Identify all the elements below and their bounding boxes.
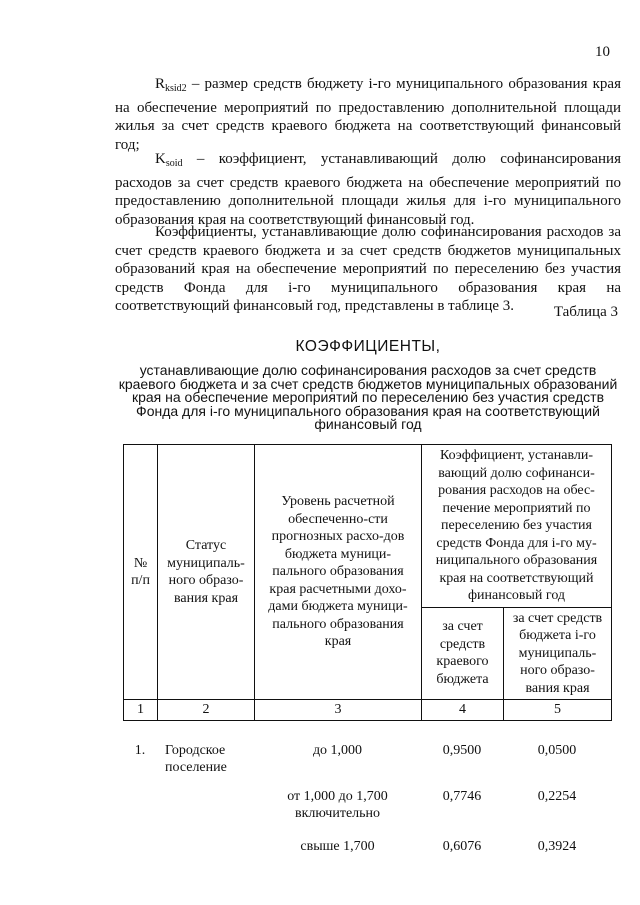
column-number: 2 [158, 700, 255, 721]
header-coefficient: Коэффициент, устанавли-вающий долю софинанси-рования расходов на обес-печение мероприятий по переселению без участия средств Фонда для i-го му-ниципального образования края на соответствующий финансовый год [422, 445, 612, 608]
table-row [123, 740, 611, 776]
symbol-ksoid: $K_{soid}$ [155, 151, 183, 169]
symbol-rksid2: $R_{ksid2}$ [155, 76, 187, 94]
column-numbers-row [124, 700, 612, 721]
row-num [123, 776, 157, 822]
table-title: КОЭФФИЦИЕНТЫ, [295, 338, 441, 355]
coefficients-table-body [123, 740, 611, 855]
table-row [123, 776, 611, 822]
header-regional: за счет средств краевого бюджета [422, 607, 504, 700]
column-number: 5 [504, 700, 612, 721]
row-level: свыше 1,700 [300, 839, 375, 854]
page-number: 10 [595, 44, 610, 60]
row-regional: 0,6076 [442, 839, 482, 854]
row-municipal: 0,0500 [537, 743, 577, 758]
table-label: Таблица 3 [553, 304, 618, 320]
row-num: 1. [134, 743, 146, 758]
column-number: 1 [124, 700, 158, 721]
table-subtitle: устанавливающие долю софинансирования расходов за счет средств краевого бюджета и за счет средств бюджетов муниципальных образований края на обеспечение мероприятий по переселению без участия средств Фонда для i-го муниципального образования края на соответствующий финансовый год [118, 362, 618, 432]
paragraph-ksoid: $K_{soid}$ – коэффициент, устанавливающий долю софинансирования расходов за счет средств краевого бюджета на обеспечение мероприятий по предоставлению дополнительной площади жилья для i-го муниципального образования края на соответствующий финансовый год. [115, 151, 621, 228]
row-municipal: 0,3924 [537, 839, 577, 854]
row-num [123, 822, 157, 855]
paragraph-coefficients: Коэффициенты, устанавливающие долю софинансирования расходов за счет средств краевого бюджета и за счет средств бюджетов муниципальных образований края на обеспечение мероприятий по переселению без участия средств Фонда для i-го муниципального образования края на соответствующий финансовый год, представлены в таблице 3. [115, 224, 621, 314]
table-row [123, 822, 611, 855]
row-level: до 1,000 [312, 743, 363, 758]
header-status: Статус муниципаль-ного образо-вания края [158, 445, 255, 700]
row-regional: 0,9500 [442, 743, 482, 758]
paragraph-rksid2: $R_{ksid2}$ – размер средств бюджету i-го муниципального образования края на обеспечение мероприятий по предоставлению дополнительной площади жилья за счет средств краевого бюджета на соответствующий финансовый год; [115, 76, 621, 153]
header-level: Уровень расчетной обеспеченно-сти прогнозных расхо-дов бюджета муници-пального образования края расчетными дохо-дами бюджета муници-пального образования края [255, 445, 422, 700]
row-municipal: 0,2254 [537, 789, 577, 804]
row-status: Городское поселение [165, 743, 227, 775]
row-regional: 0,7746 [442, 789, 482, 804]
column-number: 3 [255, 700, 422, 721]
column-number: 4 [422, 700, 504, 721]
row-status [157, 822, 254, 855]
coefficients-table-header [123, 444, 612, 721]
row-status [157, 776, 254, 822]
header-municipal: за счет средств бюджета i-го муниципаль-ного образо-вания края [504, 607, 612, 700]
row-level: от 1,000 до 1,700 включительно [287, 789, 388, 821]
header-num: № п/п [124, 445, 158, 700]
